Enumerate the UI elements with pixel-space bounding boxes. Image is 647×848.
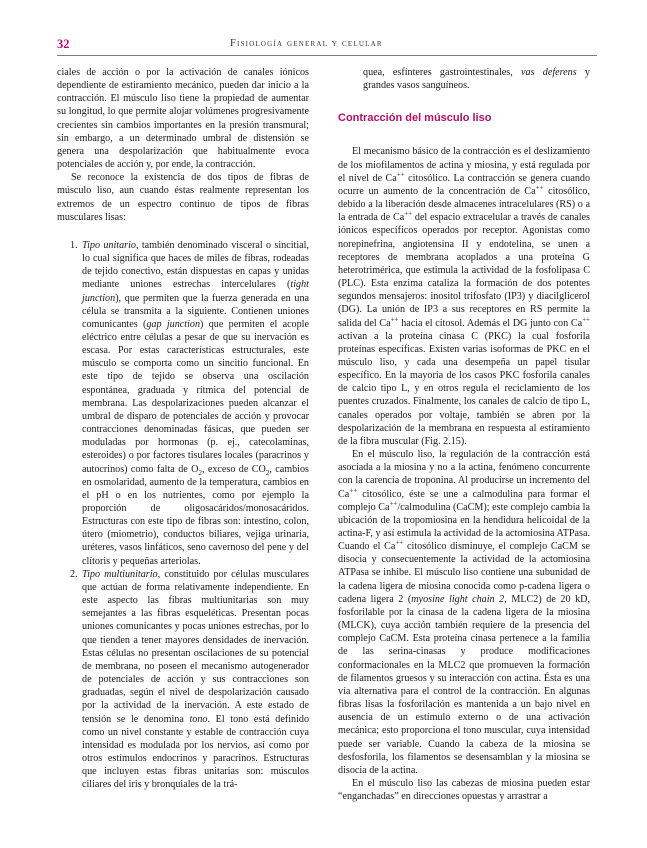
list-number: 1.	[70, 239, 78, 251]
text: citosólico disminuye, el complejo CaCM se disocia y consecuentemente la actividad de la actomiosina ATPasa se inhibe. El músculo liso contiene una subunidad de la cadena ligera de miosina conocida como p-cadena ligera o cadena ligera 2 (	[338, 541, 590, 605]
subscript: 2	[198, 468, 202, 477]
superscript: ++	[535, 183, 544, 192]
list-item-multiunitario	[57, 568, 309, 792]
paragraph-regulation	[338, 448, 590, 777]
text: , exceso de CO	[201, 463, 266, 475]
text: El mecanismo básico de la contracción es el deslizamiento de los miofilamentos de actina y miosina, y está regulada por el nivel de Ca	[338, 146, 590, 184]
superscript: ++	[395, 538, 404, 547]
paragraph-myosin-heads: En el músculo liso las cabezas de miosina pueden estar “enganchadas” en direcciones opuestas y arrastrar a	[338, 777, 590, 803]
text: y grandes vasos sanguíneos.	[363, 67, 590, 92]
section-heading: Contracción del músculo liso	[338, 112, 492, 125]
superscript: ++	[389, 499, 398, 508]
header-rule	[57, 55, 597, 56]
term-unitario: Tipo unitario	[82, 239, 136, 251]
fiber-type-list	[57, 239, 309, 792]
text: hacia el citosol. Además el DG junto con Ca	[398, 317, 583, 329]
text: citosólico. La contracción se genera cuando ocurre un aumento de la concentración de Ca	[338, 172, 591, 197]
superscript: ++	[390, 315, 399, 324]
right-column	[338, 66, 590, 803]
text: del espacio extracelular a través de canales iónicos específicos operados por receptor. Agonistas como norepinefrina, angiotensina II y endotelina, se unen a receptores de membrana acoplados a una proteína G heterotrimérica, que estimula la actividad de la fosfolipasa C (PLC). Esta enzima cataliza la formación de dos potentes segundos mensajeros: inositol trifosfato (IP3) y diacilglicerol (DG). La unión de IP3 a sus receptores en RS permite la salida del Ca	[338, 212, 590, 329]
term-vas-deferens: vas deferens	[521, 67, 577, 78]
left-column	[57, 66, 309, 791]
list-number: 2.	[70, 568, 78, 580]
superscript: ++	[404, 209, 413, 218]
superscript: ++	[349, 486, 358, 495]
text: citosólico, debido a la liberación desde almacenes intracelulares (RS) o a la entrada de Ca	[338, 185, 590, 224]
text: activan a la proteína cinasa C (PKC) la cual fosforila proteínas específicas. Existen varias isoformas de PKC en el músculo liso, y cada una desempeña un papel tisular específico. En la mayoría de los casos PKC fosforila canales de calcio tipo L, y en otros regula el reciclamiento de los puentes cruzados. Finalmente, los canales de calcio de tipo L, canales operados por voltaje, también se abren por la despolarización de la membrana en respuesta al estiramiento de la fibra muscular (Fig. 2.15).	[338, 330, 590, 447]
text: ) que permiten el acople eléctrico entre células a pesar de que su inervación es escasa. Por estas características estructurales, este músculo se comporta como un sincitio funcional. En este tipo de tejido se observa una oscilación espontánea, graduada y rítmica del potencial de membrana. Las despolarizaciones pueden alcanzar el umbral de disparo de potenciales de acción y provocar contracciones denominadas fásicas, que pueden ser moduladas por hormonas (p. ej., catecolaminas, esteroides) o por factores tisulares locales (paracrinos y autocrinos) como falta de O	[82, 318, 309, 475]
text: ), que permiten que la fuerza generada en una célula se transmita a la siguiente. Contienen uniones comunicantes (	[82, 292, 309, 330]
text: . El tono está definido como un nivel constante y estable de contracción cuya intensidad es modulada por los nervios, así como por otros estímulos endocrinos y paracrinos. Estructuras que incluyen estas fibras unitarias son: músculos ciliares del iris y bronquiales de la trá-	[82, 713, 310, 791]
list-item-unitario	[57, 239, 309, 568]
term-gap-junction: gap junction	[146, 318, 201, 330]
paragraph-mechanism	[338, 145, 590, 448]
text: /calmodulina (CaCM); este complejo cambia la ubicación de la tropomiosina en la hendidura helicoidal de la actina-F, y así estimula la actividad de la actomiosina ATPasa. Cuando el Ca	[338, 501, 590, 553]
term-tight-junction: tight junction	[82, 279, 309, 304]
paragraph-continuation: ciales de acción o por la activación de canales iónicos dependiente de estiramiento mecánico, pueden dar inicio a la contracción. El músculo liso tiene la propiedad de aumentar su longitud, lo que permite alojar volúmenes progresivamente crecientes sin cambios importantes en la presión transmural; sin embargo, a un determinado umbral de distensión se genera una despolarización que habitualmente evoca potenciales de acción y, por ende, la contracción.	[57, 67, 309, 171]
text: quea, esfínteres gastrointestinales,	[363, 67, 522, 78]
text: , también denominado visceral o sincitial, lo cual significa que haces de miles de fibras, rodeadas de tejido conectivo, están dispuestas en capas y unidas mediante uniones estrechas intercelulares (	[82, 239, 309, 291]
text: , cambios en osmolaridad, aumento de la temperatura, cambios en el pH o en los nutrientes, como por ejemplo la proporción de oligosacáridos/monosacáridos. Estructuras con este tipo de fibras son: intestino, colon, útero (miometrio), conductos biliares, vejiga urinaria, uréteres, vasos linfáticos, seno cavernoso del pene y del clítoris y pequeñas arteriolas.	[82, 463, 309, 567]
term-myosine-light-chain: myosine light chain 2	[411, 593, 505, 605]
list-item-continuation	[338, 66, 590, 92]
running-head: Fisiología general y celular	[230, 38, 383, 49]
paragraph-fiber-types: Se reconoce la existencia de dos tipos de fibras de músculo liso, aun cuando éstas realmente representan los extremos de un espectro continuo de tipos de fibras musculares lisas:	[57, 172, 309, 223]
superscript: ++	[582, 315, 590, 324]
text: En el músculo liso, la regulación de la contracción está asociada a la miosina y no a la actina, fenómeno concurrente con la carencia de troponina. Al producirse un incremento del Ca	[338, 449, 590, 500]
subscript: 2	[265, 468, 270, 477]
term-multiunitario: Tipo multiunitario	[82, 568, 158, 580]
superscript: ++	[396, 170, 405, 179]
page-number: 32	[57, 37, 70, 51]
term-tono: tono	[189, 713, 208, 725]
text: citosólico, éste se une a calmodulina para formar el complejo Ca	[338, 488, 590, 513]
text: , constituido por células musculares que actúan de forma relativamente independiente. En este aspecto las fibras multiunitarias son muy semejantes a las fibras esqueléticas. Presentan pocas uniones comunicantes y pocas uniones estrechas, por lo que tienden a tener mayores densidades de inervación. Estas células no presentan oscilaciones de su potencial de membrana, no poseen el mecanismo autogenerador de potenciales de acción y sus contracciones son graduadas, según el nivel de despolarización causado por la actividad de la inervación. A este estado de tensión se le denomina	[82, 568, 309, 725]
text: , MLC2) de 20 kD, fosforilable por la cinasa de la cadena ligera de la miosina (MLCK), cuya acción también requiere de la presencia del complejo CaCM. Esta proteína cinasa pertenece a la familia de las serina-cinasas y produce modificaciones conformacionales en la MLC2 que promueven la formación de filamentos gruesos y su interacción con actina. Ésta es una vía alternativa para el control de la contracción. En algunas fibras lisas la fosforilación es mantenida a un bajo nivel en ausencia de un estímulo externo o de una activación mecánica; esto proporciona el tono muscular, cuya intensidad puede ser variable. Cuando la cabeza de la miosina se desfosforila, los filamentos se desensamblan y la miosina se disocia de la actina.	[338, 593, 590, 776]
